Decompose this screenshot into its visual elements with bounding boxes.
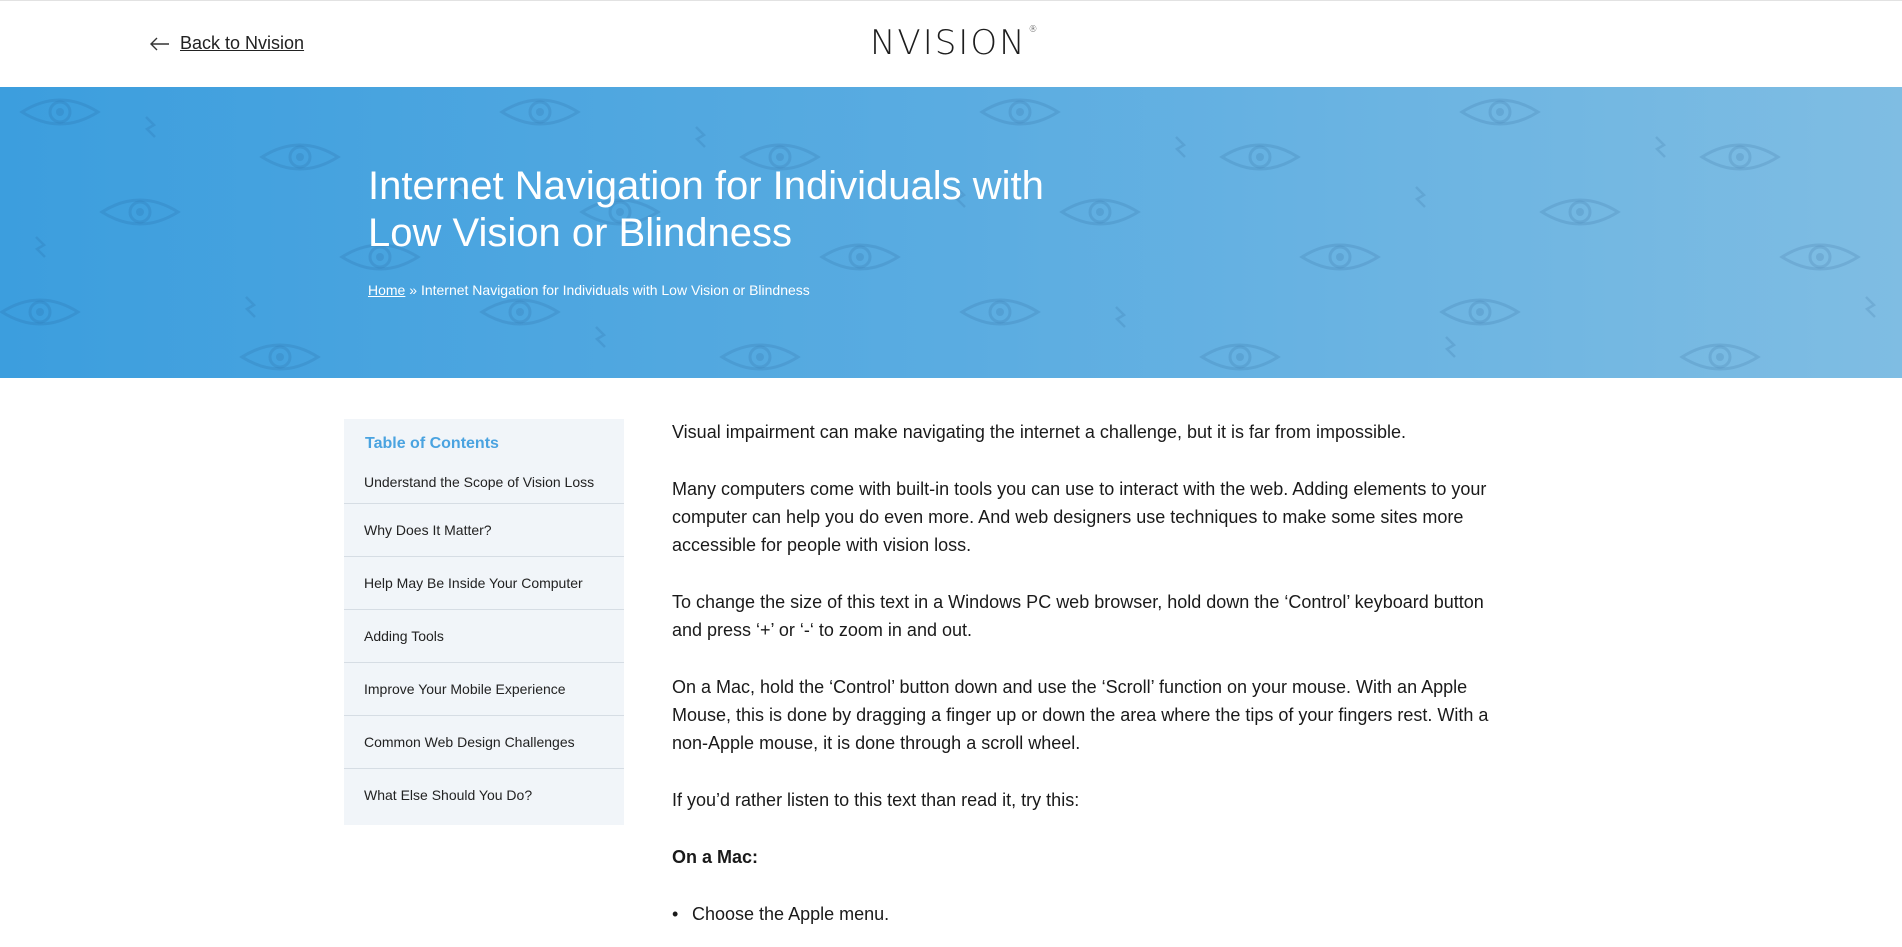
paragraph-mac-zoom: On a Mac, hold the ‘Control’ button down and use the ‘Scroll’ function on your mouse. With an Apple Mouse, this is done by dragging a finger up or down the area where the tips of your fingers rest. With a non-Apple mouse, it is done through a scroll wheel. xyxy=(672,677,1489,753)
toc-title: Table of Contents xyxy=(365,435,499,452)
page-title xyxy=(368,163,1068,257)
table-of-contents xyxy=(344,419,624,825)
nvision-logo[interactable] xyxy=(870,25,1040,61)
logo-registered-mark: ® xyxy=(1028,25,1040,35)
paragraph-windows-zoom: To change the size of this text in a Windows PC web browser, hold down the ‘Control’ keyboard button and press ‘+’ or ‘-‘ to zoom in and out. xyxy=(672,592,1484,640)
toc-item-adding-tools[interactable]: Adding Tools xyxy=(344,610,624,663)
article-body xyxy=(672,418,1492,928)
arrow-left-icon xyxy=(150,37,170,51)
mac-subheading: On a Mac: xyxy=(672,847,759,867)
paragraph-built-in-tools: Many computers come with built-in tools you can use to interact with the web. Adding elements to your computer can help you do even more. And web designers use techniques to make some sites more accessible for people with vision loss. xyxy=(672,479,1487,555)
page-title-line-1: Internet Navigation for Individuals with xyxy=(368,164,1044,208)
breadcrumb-separator: » xyxy=(405,282,421,298)
breadcrumb-home-link[interactable]: Home xyxy=(368,282,406,298)
back-link-label: Back to Nvision xyxy=(180,33,305,53)
hero-banner xyxy=(0,87,1902,378)
logo-text: NVISION xyxy=(870,23,1027,63)
top-header xyxy=(0,0,1902,88)
toc-item-help-inside-computer[interactable]: Help May Be Inside Your Computer xyxy=(344,557,624,610)
paragraph-listen: If you’d rather listen to this text than read it, try this: xyxy=(672,790,1080,810)
toc-item-understand-scope[interactable]: Understand the Scope of Vision Loss xyxy=(344,461,624,504)
list-item xyxy=(672,900,1492,928)
mac-steps-list xyxy=(672,900,1492,928)
page-title-line-2: Low Vision or Blindness xyxy=(368,211,792,255)
toc-item-why-does-it-matter[interactable]: Why Does It Matter? xyxy=(344,504,624,557)
list-item-text: Choose the Apple menu. xyxy=(692,904,890,924)
toc-item-what-else[interactable]: What Else Should You Do? xyxy=(364,787,533,803)
breadcrumb-current: Internet Navigation for Individuals with Low Vision or Blindness xyxy=(420,282,810,298)
bullet-glyph: • xyxy=(672,904,679,924)
toc-item-web-design-challenges[interactable]: Common Web Design Challenges xyxy=(344,716,624,769)
paragraph-intro: Visual impairment can make navigating the internet a challenge, but it is far from impossible. xyxy=(672,422,1407,442)
toc-item-mobile-experience[interactable]: Improve Your Mobile Experience xyxy=(344,663,624,716)
back-to-nvision-link[interactable] xyxy=(150,33,304,54)
breadcrumb xyxy=(368,282,810,298)
